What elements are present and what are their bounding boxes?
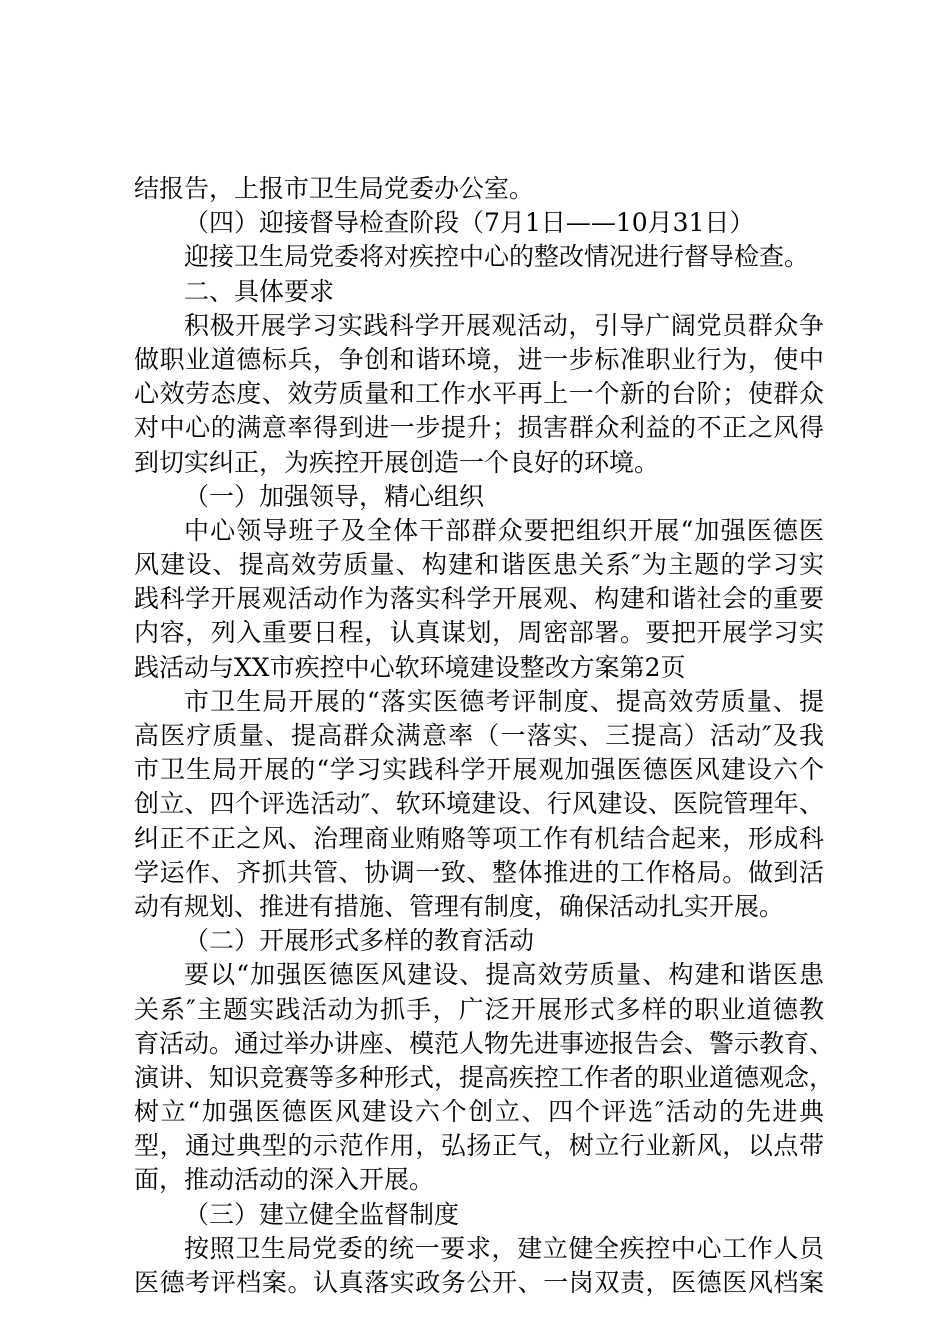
text-line: 市卫生局开展的“落实医德考评制度、提高效劳质量、提 (184, 686, 824, 716)
text-line: 到切实纠正，为疾控开展创造一个良好的环境。 (134, 447, 660, 477)
text-line: 演讲、知识竞赛等多种形式，提高疾控工作者的职业道德观念， (134, 1062, 835, 1092)
text-line: 结报告，上报市卫生局党委办公室。 (134, 174, 535, 203)
text-line: 医德考评档案。认真落实政务公开、一岗双责，医德医风档案 (134, 1268, 824, 1297)
section-heading: 二、具体要求 (184, 276, 335, 306)
text-line: 做职业道德标兵，争创和谐环境，进一步标准职业行为，使中 (134, 344, 824, 374)
text-line: 中心领导班子及全体干部群众要把组织开展“加强医德医 (184, 515, 824, 545)
text-line: 纠正不正之风、治理商业贿赂等项工作有机结合起来，形成科 (134, 823, 824, 853)
text-line: 按照卫生局党委的统一要求，建立健全疾控中心工作人员 (184, 1233, 824, 1263)
text-line: 学运作、齐抓共管、协调一致、整体推进的工作格局。做到活 (134, 857, 824, 887)
section-heading: （四）迎接督导检查阶段（7月1日——10月31日） (184, 208, 755, 238)
text-line: 积极开展学习实践科学开展观活动，引导广阔党员群众争 (184, 310, 824, 340)
text-line: 型，通过典型的示范作用，弘扬正气，树立行业新风，以点带 (134, 1131, 824, 1161)
text-line: 践科学开展观活动作为落实科学开展观、构建和谐社会的重要 (134, 584, 824, 614)
text-line: 树立“加强医德医风建设六个创立、四个评选″活动的先进典 (134, 1097, 824, 1127)
text-line: 市卫生局开展的“学习实践科学开展观加强医德医风建设六个 (134, 755, 824, 785)
text-line: 创立、四个评选活动″、软环境建设、行风建设、医院管理年、 (134, 789, 824, 819)
text-line: 育活动。通过举办讲座、模范人物先进事迹报告会、警示教育、 (134, 1028, 835, 1058)
text-line: 心效劳态度、效劳质量和工作水平再上一个新的台阶；使群众 (134, 379, 824, 409)
text-line: 风建设、提高效劳质量、构建和谐医患关系″为主题的学习实 (134, 550, 824, 580)
text-line: 要以“加强医德医风建设、提高效劳质量、构建和谐医患 (184, 960, 824, 990)
text-line: 面，推动活动的深入开展。 (134, 1165, 435, 1195)
text-line: 践活动与XX市疾控中心软环境建设整改方案第2页 (134, 652, 686, 682)
section-heading: （一）加强领导，精心组织 (184, 481, 485, 511)
text-line: 高医疗质量、提高群众满意率（一落实、三提高）活动″及我 (134, 721, 824, 750)
document-body (134, 172, 835, 1300)
text-line: 对中心的满意率得到进一步提升；损害群众利益的不正之风得 (134, 413, 824, 443)
text-line: 迎接卫生局党委将对疾控中心的整改情况进行督导检查。 (184, 242, 810, 272)
text-line: 关系″主题实践活动为抓手，广泛开展形式多样的职业道德教 (134, 994, 824, 1024)
section-heading: （三）建立健全监督制度 (184, 1199, 460, 1229)
text-line: 动有规划、推进有措施、管理有制度，确保活动扎实开展。 (134, 891, 785, 921)
section-heading: （二）开展形式多样的教育活动 (184, 926, 535, 956)
text-line: 内容，列入重要日程，认真谋划，周密部署。要把开展学习实 (134, 618, 824, 648)
